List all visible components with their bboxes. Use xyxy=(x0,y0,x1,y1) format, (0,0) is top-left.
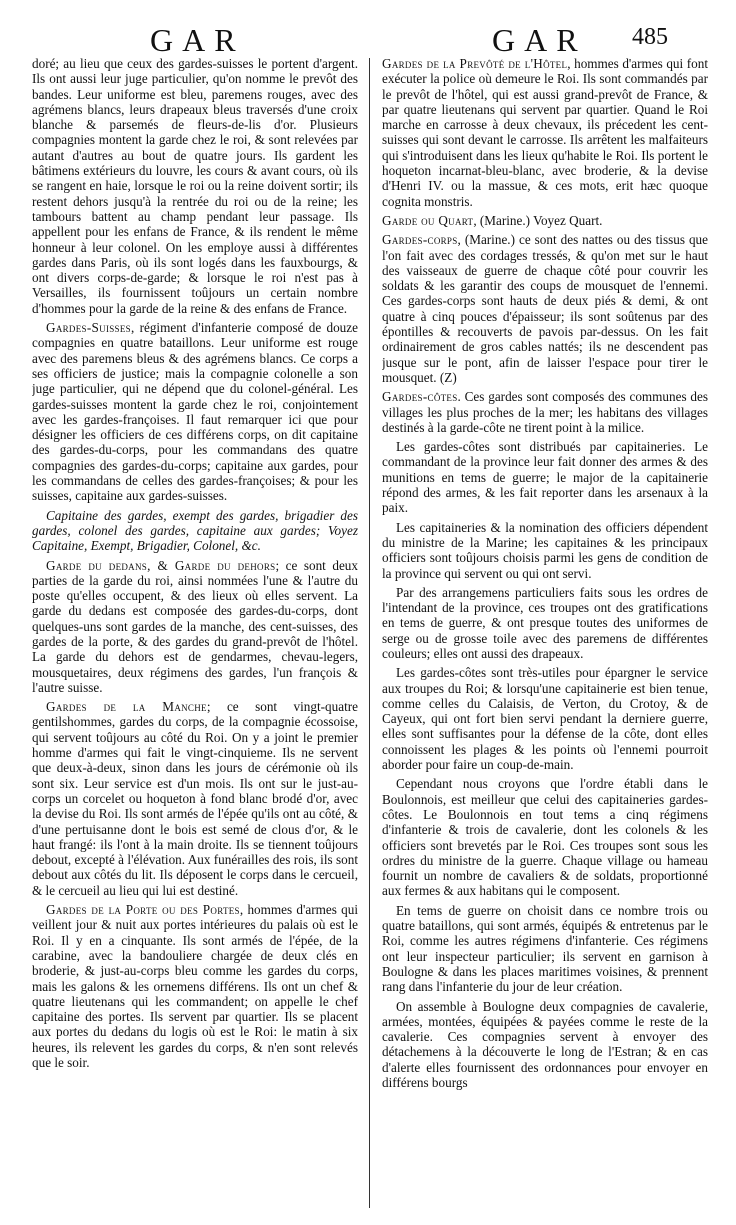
running-header xyxy=(0,22,736,58)
right-head-word: GAR xyxy=(492,22,587,58)
entry-garde-du-dedans: Garde du dedans, & Garde du dehors; ce sont deux parties de la garde du roi, ainsi nommées l'une & l'autre du poste qu'elles occupent, & des lieux où elles servent. La garde du dedans est composée des gardes-du-corps, dont quelques-uns sont gardes de la manche, des cent-suisses, des gardes de la porte, & des gardes du grand-prevôt de l'hôtel. La garde du dehors est de gendarmes, chevau-legers, mousquetaires, deux régimens des gardes, l'un françois & l'autre suisse. xyxy=(32,557,358,695)
paragraph: En tems de guerre on choisit dans ce nombre trois ou quatre bataillons, qui sont armés, équipés & entretenus par le Roi, comme les autres régimens d'infanterie. Ces régimens ont leur inspecteur particulier; ils servent en garnison à Boulogne & dans les places maritimes voisines, & prennent rang dans l'infanterie du jour de leur création. xyxy=(382,902,708,995)
paragraph: Les gardes-côtes sont distribués par capitaineries. Le commandant de la province leur fait donner des armes & des munitions en tems de guerre; le major de la capitainerie répond des armes, & les fait reporter dans les arsenaux à la paix. xyxy=(382,439,708,516)
entry-gardes-de-la-manche: Gardes de la Manche; ce sont vingt-quatre gentilshommes, gardes du corps, de la compagnie écossoise, qui servent toûjours au côté du Roi. On y a joint le premier homme d'armes qui fait le vingt-cinquieme. Ils ne servent que deux-à-deux, sinon dans les jours de cérémonie où ils sont six. Leur service est d'un mois. Ils ont sur le just-au-corps un corcelet ou hoqueton à fond blanc brodé d'or, avec la devise du Roi. Ils sont armés de l'épée qu'ils ont au côté, & d'une pertuisanne dont le bois est semé de clous d'or, & le haut frangé: ils l'ont à la main droite. Ils se tiennent toûjours debout, excepté à l'élévation. Aux funérailles des rois, ils sont debout aux côtés du lit. Ils déposent le corps dans le cercueil, & le cercueil au lieu qui lui est destiné. xyxy=(32,699,358,898)
paragraph: Cependant nous croyons que l'ordre établi dans le Boulonnois, est meilleur que celui des capitaineries gardes-côtes. Le Boulonnois en tout tems a cinq régimens d'infanterie & trois de cavalerie, dont les colonels & les officiers sont brevetés par le Roi. Ces troupes sont sous les ordres du ministre de la guerre. Chaque village ou hameau fournit un nombre de cavaliers & de soldats, proportionné aux fermes & aux habitans qui le composent. xyxy=(382,776,708,899)
paragraph: doré; au lieu que ceux des gardes-suisses le portent d'argent. Ils ont aussi leur juge particulier, qu'on nomme le prevôt des bandes. Leur uniforme est bleu, paremens rouges, avec des agrémens blancs, leurs drapeaux bleus traversés d'une croix blanche & parsemés de fleurs-de-lis d'or. Plusieurs compagnies montent la garde chez le roi, & sont relevées par autant d'autres au bout de quatre jours. Ils gardent les bâtimens extérieurs du louvre, les cours & avant cours, où ils se rangent en haie, lorsque le roi ou la reine doivent sortir; ils restent dehors jusqu'à la rentrée du roi ou de la reine; les tambours battent au champ pendant leur passage. Ils appellent pour les enfans de France, & ils rendent le même honneur à leur colonel. On les employe aussi à différentes gardes dans Paris, où ils sont logés dans les fauxbourgs, & ont divers corps-de-garde; & lorsque le roi n'est pas à Versailles, ils fournissent toûjours un certain nombre d'hommes pour la garde de la reine & des enfans de France. xyxy=(32,56,358,316)
left-column xyxy=(32,56,358,1216)
entry-garde-ou-quart: Garde ou Quart, (Marine.) Voyez Quart. xyxy=(382,212,603,228)
paragraph: Capitaine des gardes, exempt des gardes, brigadier des gardes, colonel des gardes, capitaine aux gardes; Voyez Capitaine, Exempt, Brigadier, Colonel, &c. xyxy=(32,507,358,554)
entry-gardes-suisses: Gardes-Suisses, régiment d'infanterie composé de douze compagnies en quatre bataillons. Leur uniforme est rouge avec des paremens bleus & des agrémens blancs. Ce corps a ses officiers de justice; mais la compagnie colonelle a son juge particulier, qui ne dépend que du colonel-général. Les gardes-suisses montent la garde chez le roi, conjointement avec les gardes-françoises. Il faut remarquer ici que pour désigner les officiers de ces différens corps, on dit capitaine des gardes-du-corps, pour les commandans des quatre compagnies des gardes-du-corps; capitaine aux gardes, pour les commandans de celles des gardes-françoises; & pour les suisses, capitaine aux gardes-suisses. xyxy=(32,320,358,504)
entry-gardes-corps: Gardes-corps, (Marine.) ce sont des nattes ou des tissus que l'on fait avec des cordages tressés, & qu'on met sur le haut des vaisseaux de guerre de chaque côté pour couvrir les soldats & les garantir des coups de mousquet de l'ennemi. Ces gardes-corps sont hauts de deux piés & demi, & ont quatre à cinq pouces d'épaisseur; ils sont soûtenus par des épontilles & recouverts de pavois par-dessus. On les fait ordinairement de gros cables nattés; ils ne descendent pas jusque sur le pont, afin de laisser l'espace pour tirer le mousquet. (Z) xyxy=(382,232,708,385)
left-head-word: GAR xyxy=(150,22,245,58)
entry-gardes-de-la-porte: Gardes de la Porte ou des Portes, hommes d'armes qui veillent jour & nuit aux portes intérieures du palais où est le Roi. Il y en a cinquante. Ils sont armés de l'épée, de la carabine, avec la bandouliere chargée de deux clés en broderie, & just-au-corps bleu comme les gardes du corps, mais les galons & les ornemens différens. Ils ont un chef & quatre lieutenans qui les commandent; on appelle le chef capitaine des portes. Ils servent par quartier. Ils se placent aux portes du dedans du logis où est le Roi: le matin à six heures, ils relevent les gardes du corps, & n'en sont relevés que le soir. xyxy=(32,902,358,1070)
entry-gardes-cotes: Gardes-côtes. Ces gardes sont composés des communes des villages les plus proches de la mer; les habitans des villages destinés à la garde-côte ne tirent point à la milice. xyxy=(382,389,708,435)
paragraph: Par des arrangemens particuliers faits sous les ordres de l'intendant de la province, ces troupes ont des gratifications en tems de guerre, & ont presque toutes des uniformes de serge ou de grosse toile avec des paremens de différentes couleurs; elles ont aussi des drapeaux. xyxy=(382,584,708,661)
right-column xyxy=(382,56,708,1216)
paragraph: Les gardes-côtes sont très-utiles pour épargner le service aux troupes du Roi; & lorsqu'une capitainerie est bien tenue, comme celles du Calaisis, de Verton, du Crotoy, & de Cayeux, qui ont fort bien servi pendant la derniere guerre, elles sont suffisantes pour la défense de la côte, dont elles connoissent les plages & les points où l'ennemi pourroit aborder pour faire un coup-de-main. xyxy=(382,665,708,773)
entry-gardes-prevote: Gardes de la Prevôté de l'Hôtel, hommes d'armes qui font exécuter la police où demeure le Roi. Ils sont commandés par le prevôt de l'hôtel, qui est aussi grand-prevôt de France, & par quatre lieutenans qui servent par quartier. Quand le Roi marche en carrosse à deux chevaux, ils précedent les cent-suisses qui sont devant le carrosse. Ils arrêtent les malfaiteurs qui s'introduisent dans les lieux qu'habite le Roi. Ils portent le hoqueton incarnat-bleu-blanc, avec broderie, & la devise d'Henri IV. ou la massue, & ces mots, erit hæc quoque cognita monstris. xyxy=(382,56,708,209)
paragraph: On assemble à Boulogne deux compagnies de cavalerie, armées, montées, équipées & payées comme le reste de la cavalerie. Ces compagnies servent à envoyer des détachemens à la découverte le long de l'Estran; & en cas d'alerte elles fournissent des ordonnances pour envoyer en différens bourgs xyxy=(382,998,708,1090)
page-number: 485 xyxy=(632,24,668,50)
paragraph: Les capitaineries & la nomination des officiers dépendent du ministre de la Marine; les capitaines & les principaux officiers sont toûjours choisis parmi les gens de condition de la province qui servent ou qui ont servi. xyxy=(382,519,708,581)
column-divider xyxy=(369,58,370,1208)
